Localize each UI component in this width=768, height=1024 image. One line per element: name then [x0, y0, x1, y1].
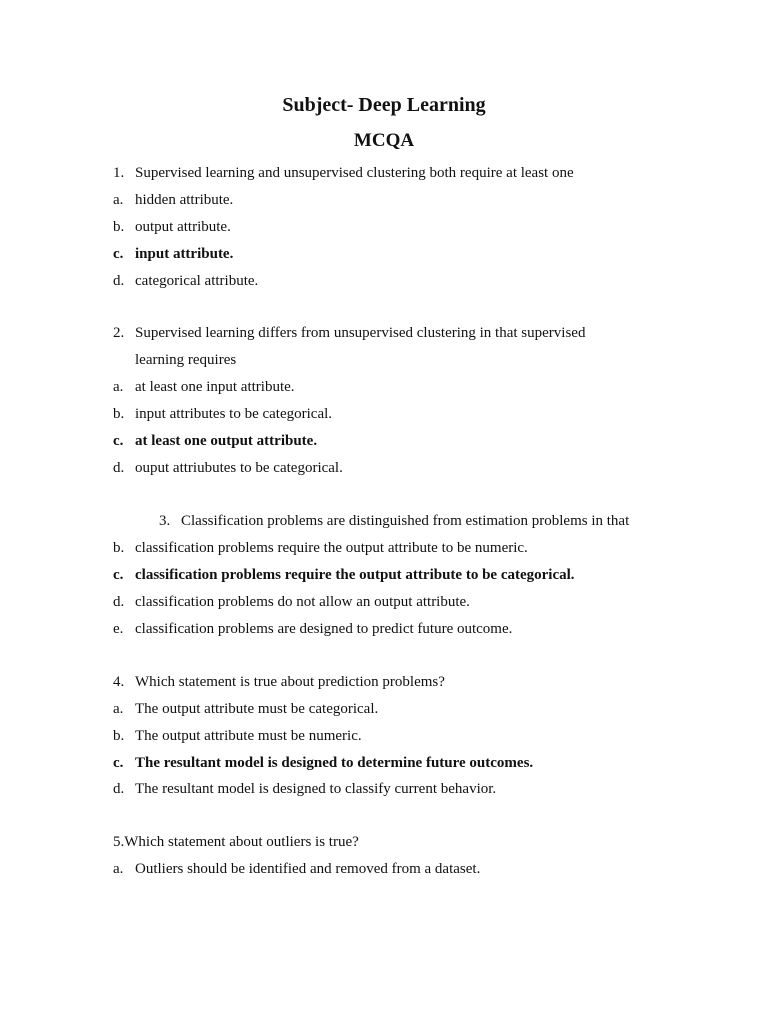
option-label: d.	[113, 781, 125, 797]
option-text: at least one output attribute.	[135, 433, 318, 449]
question-text: Supervised learning differs from unsupervised clustering in that supervised	[135, 325, 586, 341]
question-number: 4.	[113, 674, 125, 690]
question-text: Supervised learning and unsupervised clustering both require at least one	[135, 165, 574, 181]
option-text: classification problems do not allow an output attribute.	[135, 594, 470, 610]
option-label: d.	[113, 594, 125, 610]
q3-option-c-answer	[113, 565, 575, 585]
option-text: Outliers should be identified and removed from a dataset.	[135, 861, 481, 877]
question-text-continued: learning requires	[135, 352, 237, 368]
option-label: c.	[113, 433, 124, 449]
q3-option-b	[113, 538, 528, 558]
option-text: ouput attriubutes to be categorical.	[135, 460, 343, 476]
option-text: The output attribute must be numeric.	[135, 728, 362, 744]
q2-option-b	[113, 404, 332, 424]
option-label: a.	[113, 192, 124, 208]
option-text: classification problems require the output attribute to be categorical.	[135, 567, 575, 583]
option-label: c.	[113, 755, 124, 771]
question-2-continued	[135, 350, 236, 370]
q1-option-c-answer	[113, 244, 233, 264]
question-1	[113, 163, 574, 183]
q1-option-d	[113, 271, 258, 291]
q1-option-b	[113, 217, 231, 237]
q2-option-a	[113, 377, 295, 397]
page-title: Subject- Deep Learning	[282, 94, 486, 116]
option-text: input attribute.	[135, 246, 234, 262]
option-text: input attributes to be categorical.	[135, 406, 333, 422]
option-label: b.	[113, 540, 125, 556]
q5-option-a	[113, 859, 480, 879]
question-text: Which statement is true about prediction problems?	[135, 674, 445, 690]
option-label: a.	[113, 701, 124, 717]
option-text: classification problems require the output attribute to be numeric.	[135, 540, 528, 556]
option-label: d.	[113, 460, 125, 476]
option-text: at least one input attribute.	[135, 379, 295, 395]
option-label: c.	[113, 246, 124, 262]
q2-option-d	[113, 458, 343, 478]
question-number: 1.	[113, 165, 125, 181]
q4-option-c-answer	[113, 753, 533, 773]
option-text: The output attribute must be categorical.	[135, 701, 379, 717]
option-label: d.	[113, 273, 125, 289]
option-text: categorical attribute.	[135, 273, 259, 289]
option-text: The resultant model is designed to classify current behavior.	[135, 781, 497, 797]
option-label: a.	[113, 379, 124, 395]
option-label: c.	[113, 567, 124, 583]
q4-option-d	[113, 779, 496, 799]
question-2	[113, 323, 585, 343]
option-label: a.	[113, 861, 124, 877]
option-text: classification problems are designed to predict future outcome.	[135, 621, 513, 637]
question-4	[113, 672, 445, 692]
q4-option-a	[113, 699, 378, 719]
q1-option-a	[113, 190, 233, 210]
q2-option-c-answer	[113, 431, 317, 451]
question-number: 3.	[159, 513, 171, 529]
option-text: hidden attribute.	[135, 192, 234, 208]
page-subtitle: MCQA	[353, 130, 415, 151]
option-label: b.	[113, 728, 125, 744]
question-5	[113, 832, 359, 852]
question-3	[159, 511, 629, 531]
option-text: The resultant model is designed to determine future outcomes.	[135, 755, 534, 771]
q4-option-b	[113, 726, 362, 746]
option-label: b.	[113, 219, 125, 235]
option-label: b.	[113, 406, 125, 422]
question-text: Classification problems are distinguished from estimation problems in that	[181, 513, 630, 529]
q3-option-d	[113, 592, 470, 612]
option-label: e.	[113, 621, 124, 637]
q3-option-e	[113, 619, 512, 639]
option-text: output attribute.	[135, 219, 231, 235]
question-number: 2.	[113, 325, 125, 341]
question-text: 5.Which statement about outliers is true?	[113, 834, 359, 850]
